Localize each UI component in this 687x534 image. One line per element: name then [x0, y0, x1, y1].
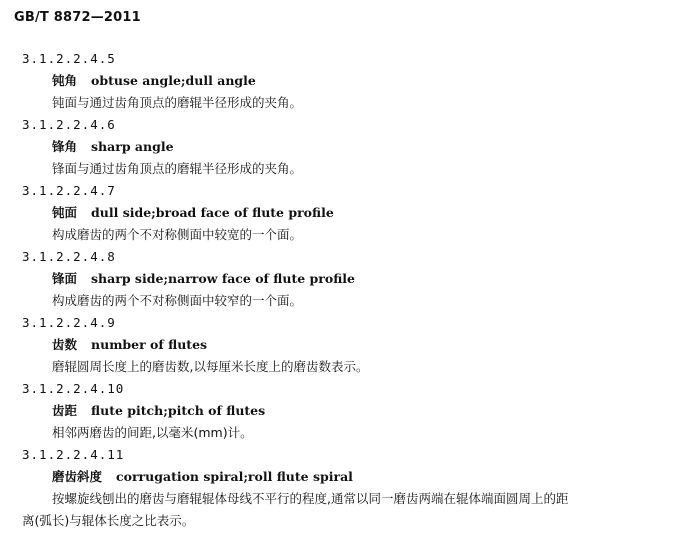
term-entry	[0, 180, 687, 246]
term-english: corrugation spiral;roll flute spiral	[116, 469, 353, 484]
clause-number: 3.1.2.2.4.9	[22, 315, 116, 330]
term-definition: 构成磨齿的两个不对称侧面中较宽的一个面。	[52, 227, 303, 242]
term-english: obtuse angle;dull angle	[91, 73, 256, 88]
term-entry	[0, 48, 687, 114]
term-line	[0, 70, 687, 92]
term-entry	[0, 246, 687, 312]
term-chinese: 齿距	[52, 403, 78, 418]
clause-number: 3.1.2.2.4.8	[22, 249, 116, 264]
term-definition: 锋面与通过齿角顶点的磨辊半径形成的夹角。	[52, 161, 303, 176]
term-english: sharp side;narrow face of flute profile	[91, 271, 355, 286]
clause-number: 3.1.2.2.4.11	[22, 447, 125, 462]
term-chinese: 锋角	[52, 139, 78, 154]
term-definition: 按螺旋线刨出的磨齿与磨辊辊体母线不平行的程度,通常以同一磨齿两端在辊体端面圆周上的距	[52, 491, 569, 506]
term-definition: 相邻两磨齿的间距,以毫米(mm)计。	[52, 425, 253, 440]
term-entry	[0, 114, 687, 180]
term-chinese: 钝角	[52, 73, 78, 88]
standard-number-header: GB/T 8872—2011	[14, 10, 141, 25]
term-entry	[0, 444, 687, 532]
term-chinese: 锋面	[52, 271, 78, 286]
term-english: number of flutes	[91, 337, 208, 352]
term-chinese: 钝面	[52, 205, 78, 220]
term-english: dull side;broad face of flute profile	[91, 205, 334, 220]
term-chinese: 齿数	[52, 337, 78, 352]
term-line	[0, 334, 687, 356]
clause-number: 3.1.2.2.4.5	[22, 51, 116, 66]
term-english: flute pitch;pitch of flutes	[91, 403, 266, 418]
term-chinese: 磨齿斜度	[52, 469, 103, 484]
term-entries	[0, 48, 687, 532]
term-line	[0, 136, 687, 158]
clause-number: 3.1.2.2.4.10	[22, 381, 125, 396]
term-english: sharp angle	[91, 139, 174, 154]
term-entry	[0, 312, 687, 378]
term-definition: 构成磨齿的两个不对称侧面中较窄的一个面。	[52, 293, 303, 308]
term-line	[0, 466, 687, 488]
clause-number: 3.1.2.2.4.6	[22, 117, 116, 132]
term-definition: 钝面与通过齿角顶点的磨辊半径形成的夹角。	[52, 95, 303, 110]
term-line	[0, 400, 687, 422]
term-definition: 磨辊圆周长度上的磨齿数,以每厘米长度上的磨齿数表示。	[52, 359, 369, 374]
term-line	[0, 202, 687, 224]
term-definition-continued: 离(弧长)与辊体长度之比表示。	[22, 513, 195, 528]
term-entry	[0, 378, 687, 444]
term-line	[0, 268, 687, 290]
clause-number: 3.1.2.2.4.7	[22, 183, 116, 198]
